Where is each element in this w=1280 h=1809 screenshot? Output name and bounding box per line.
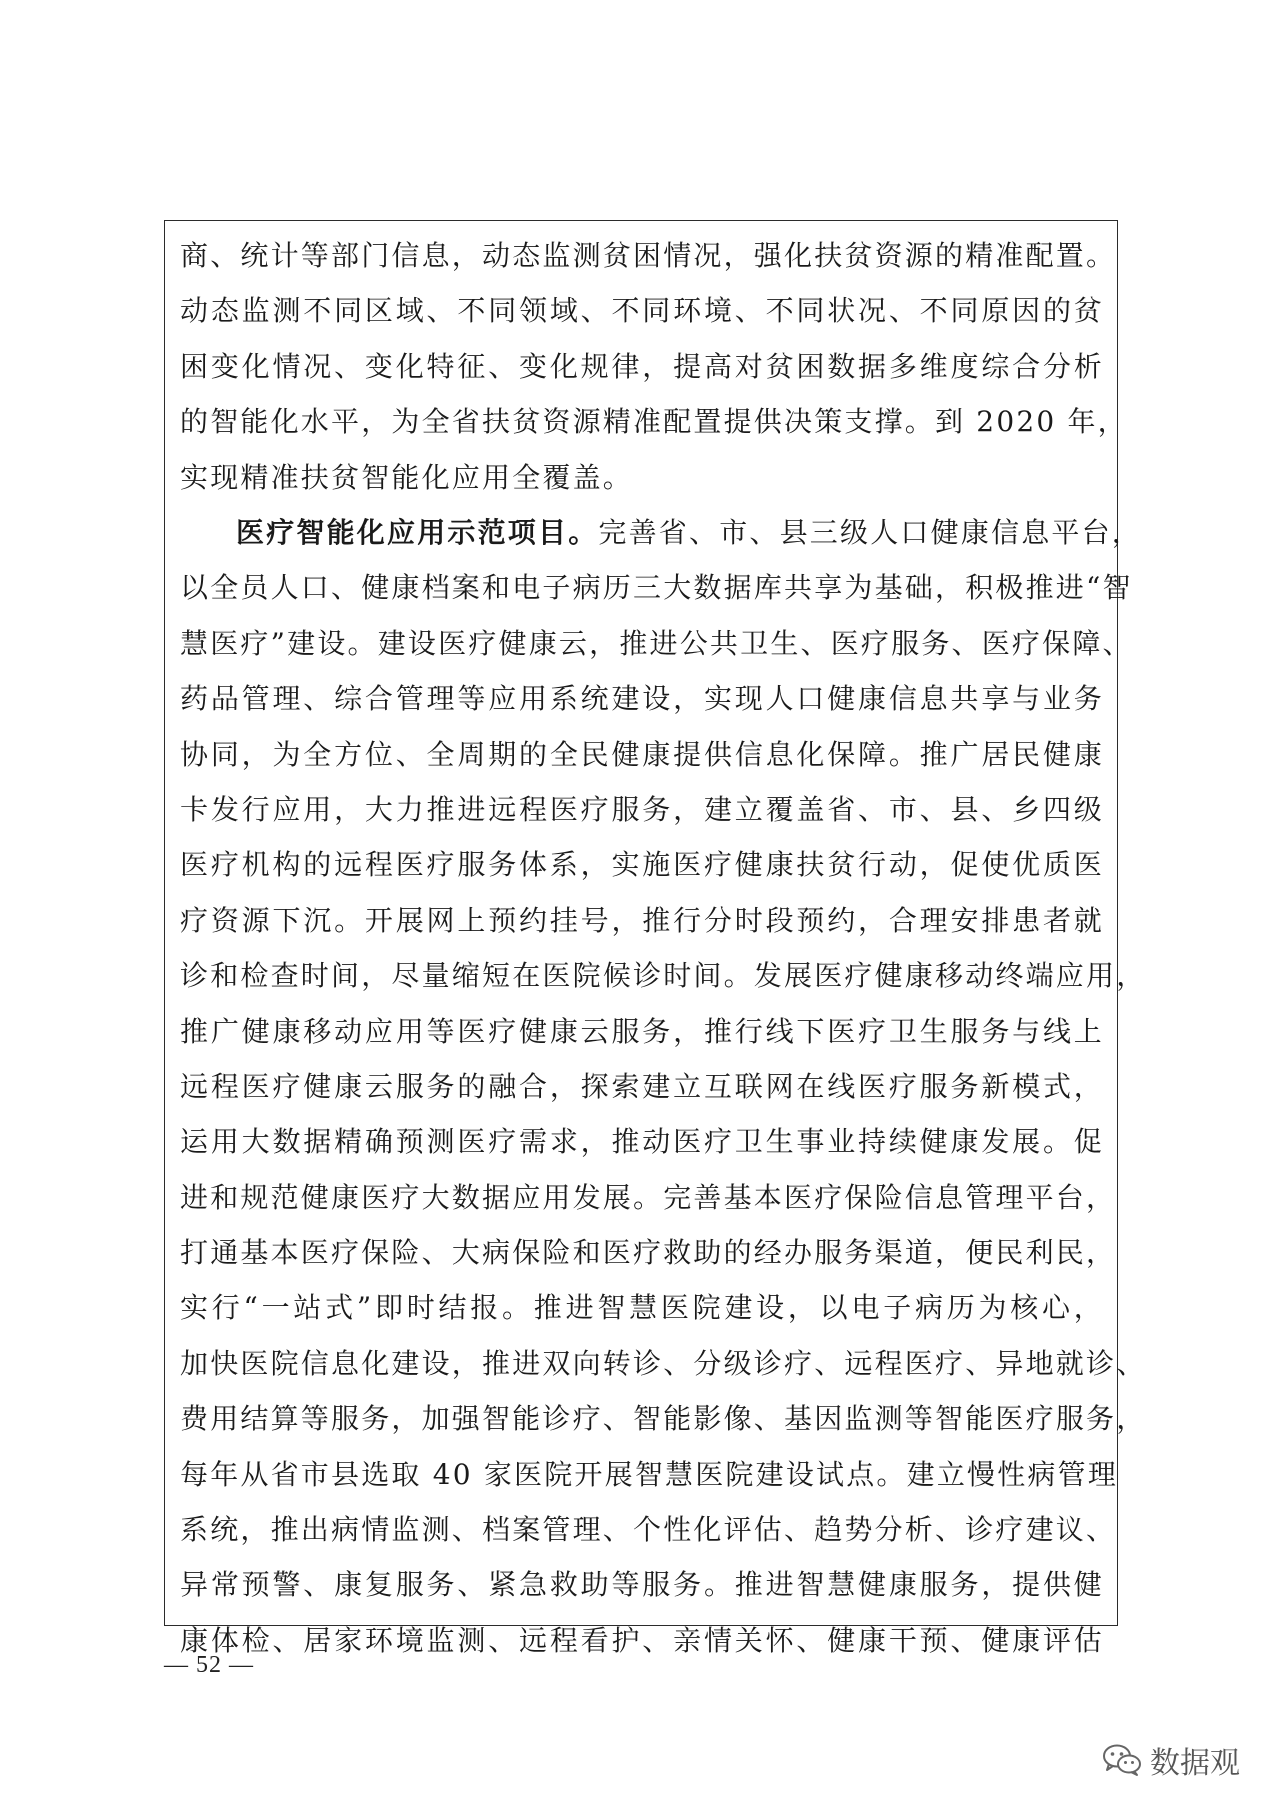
- text-line: 实现精准扶贫智能化应用全覆盖。: [180, 460, 634, 494]
- text-line: 实行“一站式”即时结报。推进智慧医院建设，以电子病历为核心，: [180, 1291, 1104, 1325]
- text-line: 的智能化水平，为全省扶贫资源精准配置提供决策支撑。到 2020 年，: [180, 405, 1128, 439]
- text-line: 加快医院信息化建设，推进双向转诊、分级诊疗、远程医疗、异地就诊、: [180, 1346, 1147, 1380]
- text-line: 药品管理、综合管理等应用系统建设，实现人口健康信息共享与业务: [180, 682, 1104, 716]
- text-line: 进和规范健康医疗大数据应用发展。完善基本医疗保险信息管理平台，: [180, 1180, 1117, 1214]
- watermark-label: 数据观: [1150, 1746, 1240, 1781]
- text-line: 异常预警、康复服务、紧急救助等服务。推进智慧健康服务，提供健: [180, 1568, 1104, 1602]
- text-line: 动态监测不同区域、不同领域、不同环境、不同状况、不同原因的贫: [180, 294, 1104, 328]
- text-run: 完善省、市、县三级人口健康信息平台，: [598, 516, 1143, 549]
- text-line: 卡发行应用，大力推进远程医疗服务，建立覆盖省、市、县、乡四级: [180, 792, 1104, 826]
- paragraph-medical-intelligence: [180, 505, 1147, 1668]
- text-line: 商、统计等部门信息，动态监测贫困情况，强化扶贫资源的精准配置。: [180, 239, 1117, 272]
- text-line-first: [180, 505, 1143, 560]
- text-line: 诊和检查时间，尽量缩短在医院候诊时间。发展医疗健康移动终端应用，: [180, 959, 1147, 993]
- text-line: 康体检、居家环境监测、远程看护、亲情关怀、健康干预、健康评估: [180, 1623, 1104, 1657]
- source-watermark: [1102, 1738, 1240, 1782]
- text-line: 远程医疗健康云服务的融合，探索建立互联网在线医疗服务新模式，: [180, 1069, 1104, 1103]
- text-line: 以全员人口、健康档案和电子病历三大数据库共享为基础，积极推进“智: [180, 571, 1133, 605]
- text-line: 系统，推出病情监测、档案管理、个性化评估、趋势分析、诊疗建议、: [180, 1513, 1117, 1547]
- text-line: 每年从省市县选取 40 家医院开展智慧医院建设试点。建立慢性病管理: [180, 1457, 1119, 1491]
- text-line: 费用结算等服务，加强智能诊疗、智能影像、基因监测等智能医疗服务，: [180, 1402, 1147, 1436]
- text-line: 疗资源下沉。开展网上预约挂号，推行分时段预约，合理安排患者就: [180, 903, 1104, 937]
- page-number: — 52 —: [164, 1652, 254, 1678]
- section-heading: 医疗智能化应用示范项目。: [236, 516, 599, 549]
- text-line: 困变化情况、变化特征、变化规律，提高对贫困数据多维度综合分析: [180, 349, 1104, 383]
- text-line: 运用大数据精确预测医疗需求，推动医疗卫生事业持续健康发展。促: [180, 1125, 1104, 1159]
- text-line: 慧医疗”建设。建设医疗健康云，推进公共卫生、医疗服务、医疗保障、: [180, 626, 1133, 660]
- wechat-icon: [1102, 1743, 1142, 1777]
- paragraph-poverty-alleviation: [180, 228, 1128, 505]
- text-line: 打通基本医疗保险、大病保险和医疗救助的经办服务渠道，便民利民，: [180, 1236, 1117, 1270]
- text-line: 推广健康移动应用等医疗健康云服务，推行线下医疗卫生服务与线上: [180, 1014, 1104, 1048]
- text-line: 协同，为全方位、全周期的全民健康提供信息化保障。推广居民健康: [180, 737, 1104, 771]
- text-line: 医疗机构的远程医疗服务体系，实施医疗健康扶贫行动，促使优质医: [180, 848, 1104, 882]
